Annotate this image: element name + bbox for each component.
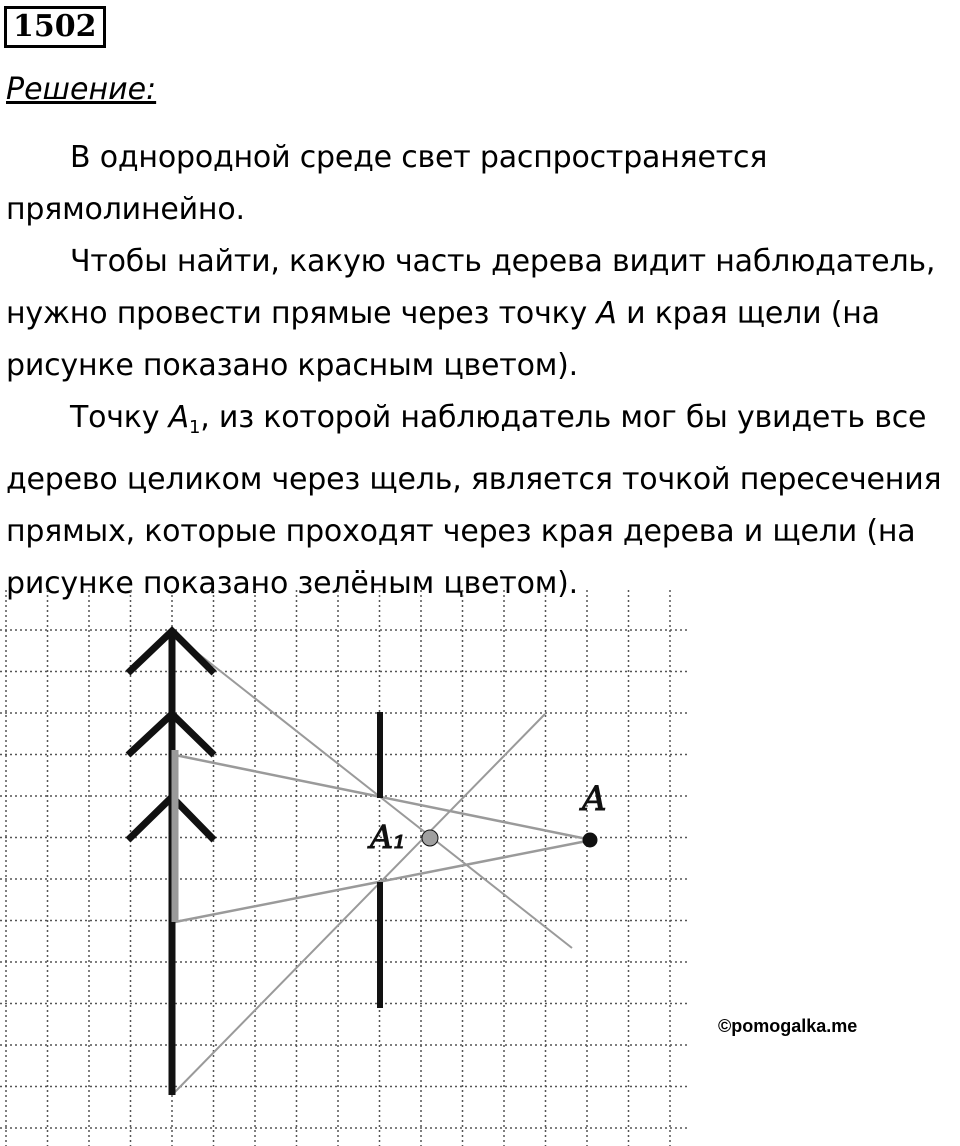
paragraph-3-text-end: , из которой наблюдатель мог бы увидеть все дерево целиком через щель, является точкой пересечения прямых, которые проходят через края дерева и щели (на рисунке показано зелёным цветом). <box>6 400 942 601</box>
label-a: A <box>582 779 607 819</box>
paragraph-2-text-end: и края щели (на рисунке показано красным цветом). <box>6 296 880 383</box>
problem-number: 1502 <box>4 6 106 48</box>
paragraph-2-text-start: Чтобы найти, какую часть дерева видит наблюдатель, нужно провести прямые через точку <box>6 244 936 331</box>
point-a1 <box>422 830 438 846</box>
point-a-ref: A <box>596 296 617 331</box>
paragraph-3-text-start: Точку <box>70 400 169 435</box>
label-a1: A₁ <box>370 818 406 856</box>
watermark: ©pomogalka.me <box>718 1016 858 1036</box>
paragraph-3 <box>6 392 956 610</box>
tree <box>128 630 214 1095</box>
paragraph-2 <box>6 236 956 392</box>
grid <box>0 590 690 1146</box>
ray-tree-bottom <box>172 714 545 1095</box>
rays <box>172 633 592 1095</box>
solution-heading: Решение: <box>6 72 157 107</box>
point-a1-subscript: 1 <box>188 417 201 438</box>
ray-tree-top <box>172 633 572 948</box>
solution-text <box>6 132 956 610</box>
point-a1-ref: A <box>168 400 189 435</box>
tree-slit-diagram <box>0 590 700 1146</box>
paragraph-1-text: В однородной среде свет распространяется прямолинейно. <box>6 140 768 227</box>
paragraph-1 <box>6 132 956 236</box>
point-a <box>583 833 597 847</box>
